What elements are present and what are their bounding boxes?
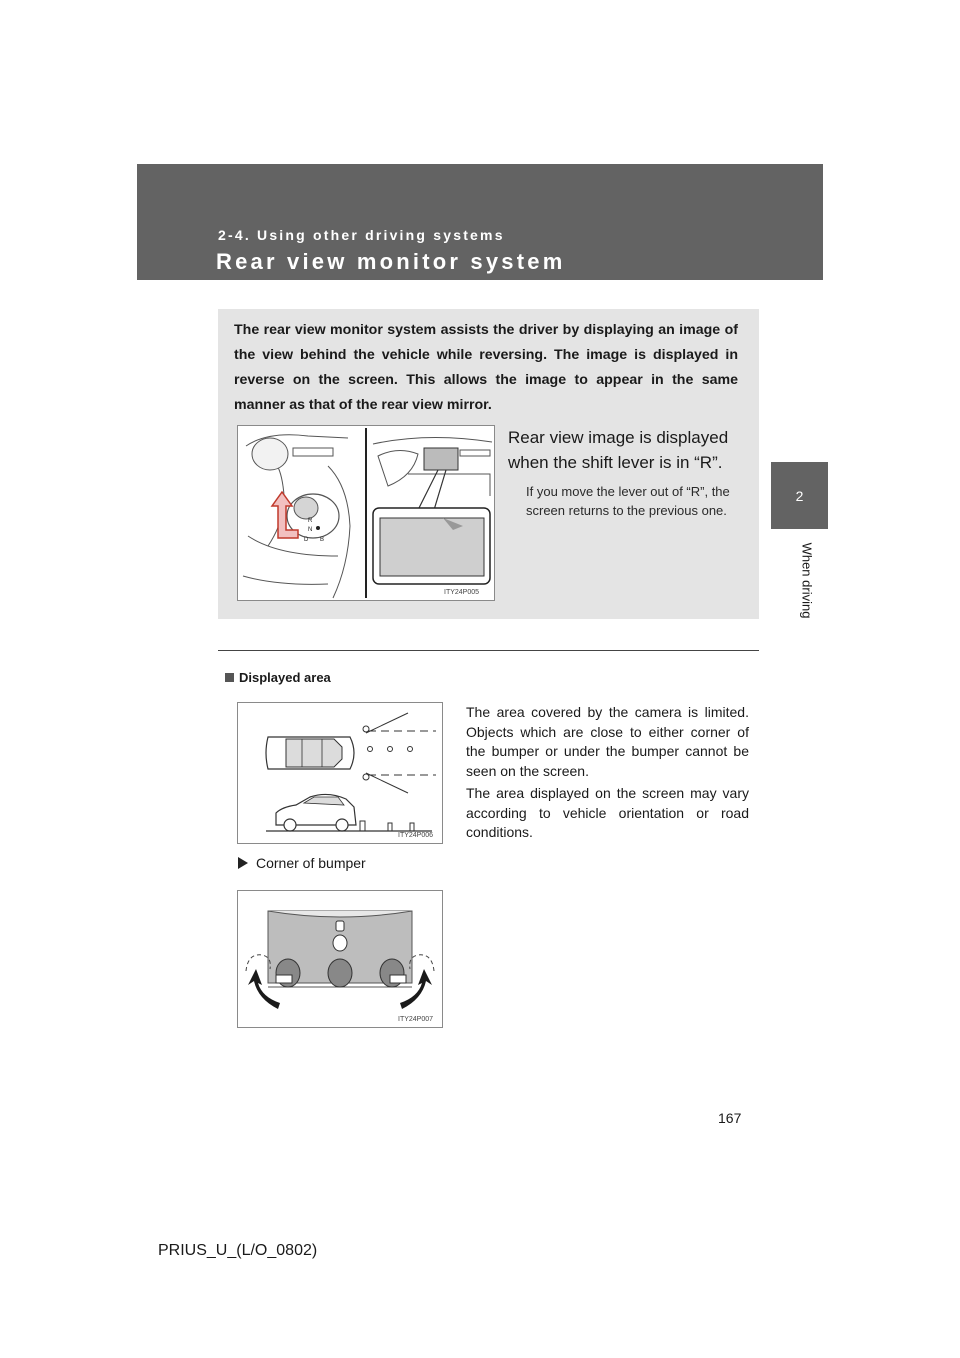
figure-code: ITY24P006 xyxy=(398,832,434,839)
figure-code: ITY24P005 xyxy=(444,589,480,596)
intro-text: The rear view monitor system assists the driver by displaying an image of the view behind the vehicle while reversing. The image is displayed in reverse on the screen. This allows the image to appear in the same manner as that of the rear view mirror. xyxy=(234,322,738,413)
shift-label-r: R xyxy=(308,518,313,524)
callout-text: Rear view image is displayed when the shift lever is in “R”. xyxy=(508,428,729,472)
displayed-area-heading-text: Displayed area xyxy=(239,670,331,685)
section-label: 2-4. Using other driving systems xyxy=(218,227,505,243)
shift-lever-figure xyxy=(237,425,495,601)
shift-label-n: N xyxy=(308,527,313,533)
coverage-paragraph-2: The area displayed on the screen may vary according to vehicle orientation or road conditions. xyxy=(466,785,749,840)
callout-note: If you move the lever out of “R”, the screen returns to the previous one. xyxy=(526,484,730,518)
page-title: Rear view monitor system xyxy=(216,249,566,274)
bumper-caption-text: Corner of bumper xyxy=(256,855,366,871)
chapter-tab xyxy=(771,462,828,529)
displayed-area-heading xyxy=(225,670,331,685)
shift-label-d: D xyxy=(304,537,309,543)
shift-label-b: B xyxy=(320,537,325,543)
chapter-tab-number: 2 xyxy=(795,487,804,504)
square-bullet-icon xyxy=(225,673,234,682)
document-code: PRIUS_U_(L/O_0802) xyxy=(158,1242,318,1259)
bumper-caption xyxy=(238,855,366,871)
coverage-figure xyxy=(237,702,443,844)
page-number: 167 xyxy=(718,1110,742,1126)
coverage-paragraph-1: The area covered by the camera is limited. Objects which are close to either corner of the bumper or under the bumper cannot be seen on the screen. xyxy=(466,704,749,779)
bumper-corner-figure xyxy=(237,890,443,1028)
chapter-label-vertical xyxy=(795,538,815,628)
triangle-bullet-icon xyxy=(238,857,248,869)
bumper-corner-illustration xyxy=(238,891,442,1027)
figure-code: ITY24P007 xyxy=(398,1016,434,1023)
shift-lever-illustration xyxy=(238,426,494,600)
section-divider xyxy=(218,650,759,651)
chapter-label: When driving xyxy=(799,542,815,619)
camera-coverage-illustration xyxy=(238,703,442,843)
